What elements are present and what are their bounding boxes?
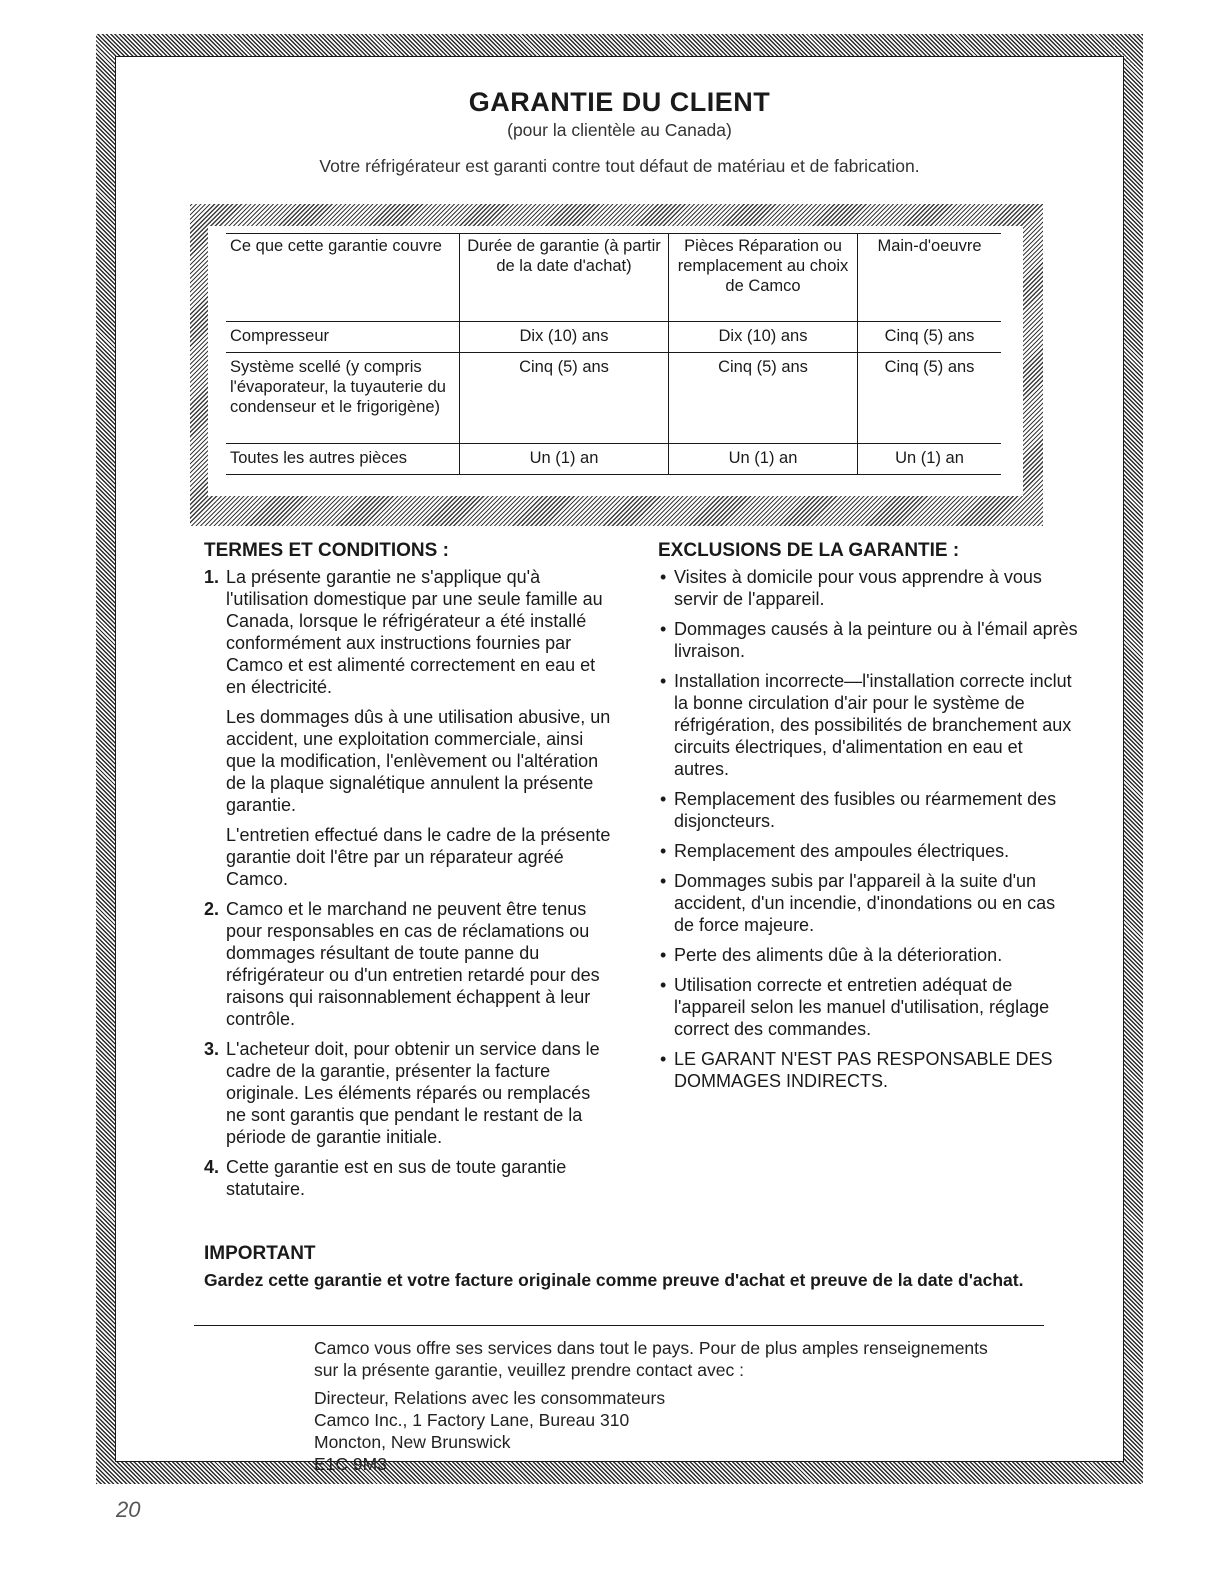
table-cell: Dix (10) ans <box>669 322 858 353</box>
list-item-text: Remplacement des fusibles ou réarmement des disjoncteurs. <box>674 789 1057 831</box>
contact-line: E1C 9M3 <box>314 1454 387 1474</box>
warranty-frame <box>96 34 1143 1484</box>
contact-line: Camco Inc., 1 Factory Lane, Bureau 310 <box>314 1410 630 1430</box>
table-header-cell: Durée de garantie (à partir de la date d'achat) <box>460 234 669 322</box>
page-title: GARANTIE DU CLIENT <box>468 87 771 117</box>
contact-block <box>314 1337 1014 1475</box>
bullet-icon: • <box>660 789 667 809</box>
table-row <box>226 322 1001 353</box>
important-heading: IMPORTANT <box>204 1243 316 1264</box>
paragraph: L'acheteur doit, pour obtenir un service dans le cadre de la garantie, présenter la facture originale. Les éléments réparés ou remplacés ne sont garantis que pendant le restant de la période de garantie initiale. <box>226 1039 600 1147</box>
list-item <box>658 840 1078 862</box>
list-item <box>204 1156 614 1200</box>
paragraph: Les dommages dûs à une utilisation abusive, un accident, une exploitation commerciale, ainsi que la modification, l'enlèvement ou l'altération de la plaque signalétique annulent la présente garantie. <box>226 707 611 815</box>
paragraph: Cette garantie est en sus de toute garantie statutaire. <box>226 1157 567 1199</box>
list-item-text: Dommages causés à la peinture ou à l'émail après livraison. <box>674 619 1078 661</box>
bullet-icon: • <box>660 1049 667 1069</box>
table-cell: Toutes les autres pièces <box>226 444 460 475</box>
warranty-table <box>226 233 1001 475</box>
paragraph: Camco et le marchand ne peuvent être tenus pour responsables en cas de réclamations ou dommages résultant de toute panne du réfrigérateur ou d'un entretien retardé pour des raisons qui raisonnablement échappent à leur contrôle. <box>226 899 600 1029</box>
list-item <box>658 618 1078 662</box>
paragraph: La présente garantie ne s'applique qu'à l'utilisation domestique par une seule famille au Canada, lorsque le réfrigérateur a été installé conformément aux instructions fournies par Camco et est alimenté correctement en eau et en électricité. <box>226 567 603 697</box>
contact-line: Moncton, New Brunswick <box>314 1432 511 1452</box>
bullet-icon: • <box>660 945 667 965</box>
list-item <box>658 1048 1078 1092</box>
exclusions-list <box>658 566 1078 1092</box>
table-header-row <box>226 234 1001 322</box>
list-item <box>204 1038 614 1148</box>
table-row <box>226 444 1001 475</box>
exclusions-title: EXCLUSIONS DE LA GARANTIE : <box>658 540 960 561</box>
table-cell: Système scellé (y compris l'évaporateur, la tuyauterie du condenseur et le frigorigène) <box>226 353 460 444</box>
list-item-text: Utilisation correcte et entretien adéquat de l'appareil selon les manuel d'utilisation, réglage correct des commandes. <box>674 975 1050 1039</box>
warranty-table-inner <box>208 226 1023 496</box>
terms-section <box>204 540 614 1208</box>
table-cell: Un (1) an <box>669 444 858 475</box>
item-number: 2. <box>204 899 220 919</box>
paragraph: L'entretien effectué dans le cadre de la présente garantie doit l'être par un réparateur agréé Camco. <box>226 825 611 889</box>
bullet-icon: • <box>660 619 667 639</box>
exclusions-section <box>658 540 1078 1100</box>
contact-line: Directeur, Relations avec les consommateurs <box>314 1388 666 1408</box>
divider <box>194 1325 1044 1326</box>
list-item <box>204 898 614 1030</box>
table-header-cell: Pièces Réparation ou remplacement au choix de Camco <box>669 234 858 322</box>
list-item-text: Installation incorrecte—l'installation correcte inclut la bonne circulation d'air pour le système de réfrigération, des possibilités de branchement aux circuits électriques, d'alimentation en eau et autres. <box>674 671 1072 779</box>
table-cell: Cinq (5) ans <box>460 353 669 444</box>
table-cell: Dix (10) ans <box>460 322 669 353</box>
page-number: 20 <box>116 1497 141 1522</box>
list-item <box>658 566 1078 610</box>
important-text: Gardez cette garantie et votre facture originale comme preuve d'achat et preuve de la date d'achat. <box>204 1270 1024 1290</box>
table-cell: Cinq (5) ans <box>669 353 858 444</box>
list-item-text: Visites à domicile pour vous apprendre à vous servir de l'appareil. <box>674 567 1042 609</box>
page-subtitle: (pour la clientèle au Canada) <box>507 120 732 140</box>
table-cell: Cinq (5) ans <box>858 322 1002 353</box>
warranty-table-frame <box>190 204 1043 526</box>
bullet-icon: • <box>660 841 667 861</box>
terms-list <box>204 566 614 1200</box>
item-number: 3. <box>204 1039 220 1059</box>
list-item <box>658 870 1078 936</box>
list-item-text: Remplacement des ampoules électriques. <box>674 841 1010 861</box>
list-item <box>658 670 1078 780</box>
contact-intro: Camco vous offre ses services dans tout le pays. Pour de plus amples renseignements sur la présente garantie, veuillez prendre contact avec : <box>314 1338 988 1380</box>
table-cell: Compresseur <box>226 322 460 353</box>
terms-title: TERMES ET CONDITIONS : <box>204 540 449 561</box>
list-item-text: Dommages subis par l'appareil à la suite d'un accident, d'un incendie, d'inondations ou en cas de force majeure. <box>674 871 1056 935</box>
intro-text: Votre réfrigérateur est garanti contre tout défaut de matériau et de fabrication. <box>319 156 920 176</box>
table-row <box>226 353 1001 444</box>
list-item-text: LE GARANT N'EST PAS RESPONSABLE DES DOMMAGES INDIRECTS. <box>674 1049 1053 1091</box>
list-item-text: Perte des aliments dûe à la déterioration. <box>674 945 1003 965</box>
table-header-cell: Main-d'oeuvre <box>858 234 1002 322</box>
list-item <box>658 788 1078 832</box>
item-number: 4. <box>204 1157 220 1177</box>
bullet-icon: • <box>660 567 667 587</box>
table-cell: Un (1) an <box>460 444 669 475</box>
bullet-icon: • <box>660 671 667 691</box>
list-item <box>658 974 1078 1040</box>
list-item <box>204 566 614 890</box>
warranty-panel <box>115 56 1124 1474</box>
bullet-icon: • <box>660 871 667 891</box>
table-cell: Un (1) an <box>858 444 1002 475</box>
list-item <box>658 944 1078 966</box>
bullet-icon: • <box>660 975 667 995</box>
table-cell: Cinq (5) ans <box>858 353 1002 444</box>
table-header-cell: Ce que cette garantie couvre <box>226 234 460 322</box>
item-number: 1. <box>204 567 220 587</box>
